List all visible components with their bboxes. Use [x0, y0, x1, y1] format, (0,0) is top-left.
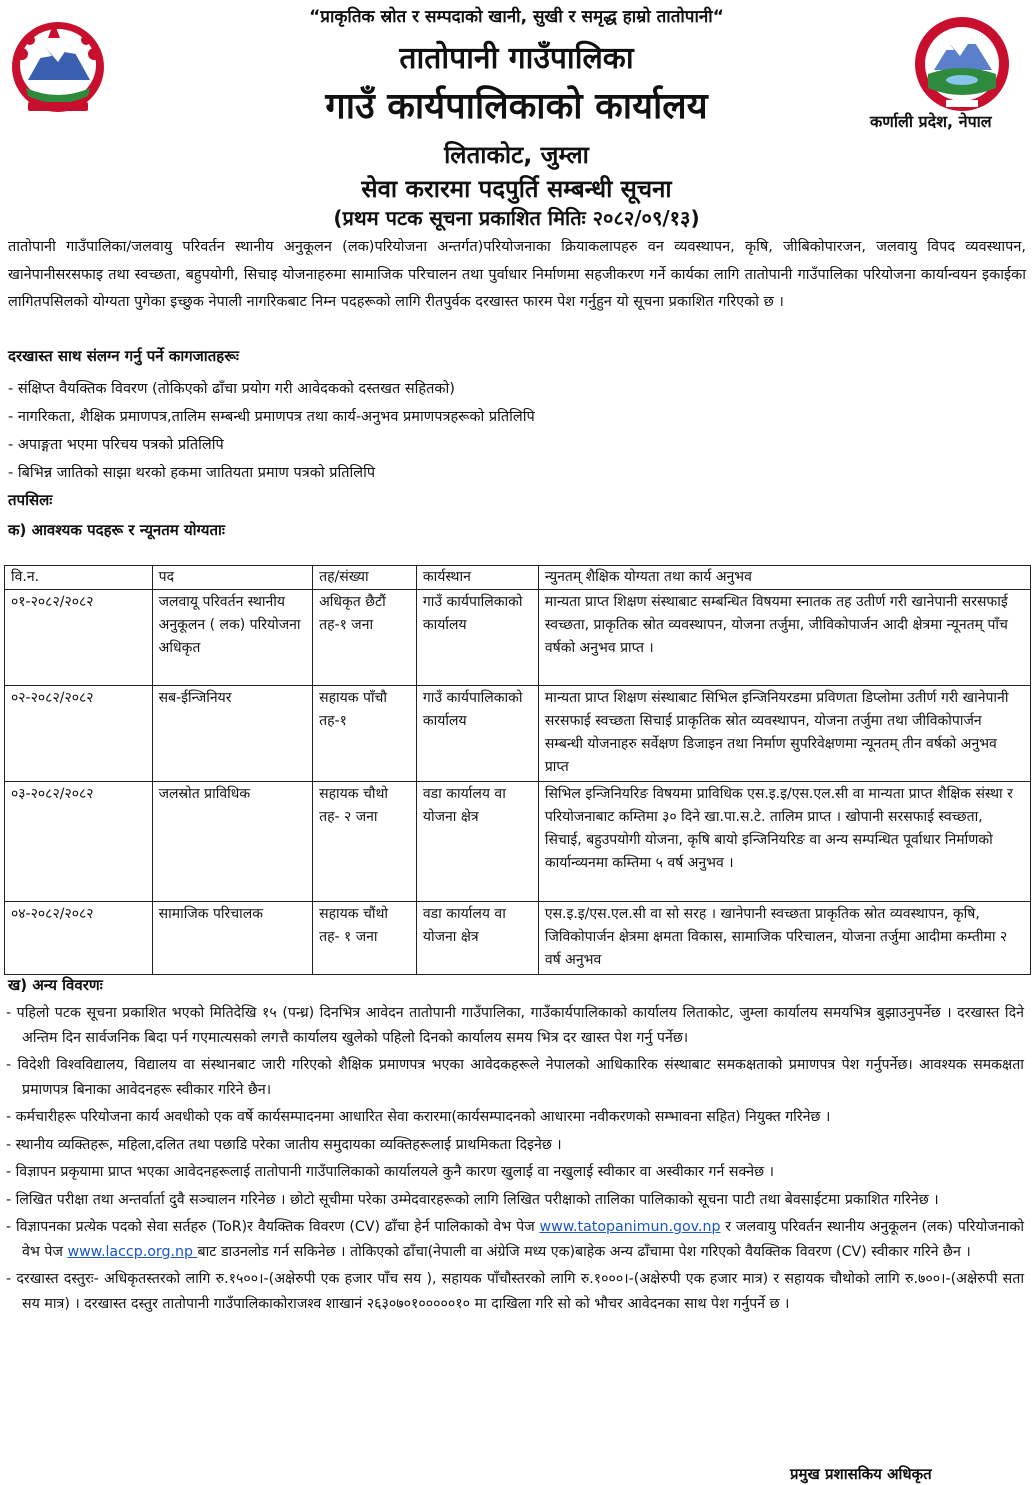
requirement-item: - नागरिकता, शैक्षिक प्रमाणपत्र,तालिम सम्बन्धी प्रमाणपत्र तथा कार्य-अनुभव प्रमाणपत्रहरूको प्रतिलिपि: [8, 409, 535, 425]
cell-qualification: सिभिल इन्जिनियरिङ विषयमा प्राविधिक एस.इ.इ/एस.एल.सी वा मान्यता प्राप्त शैक्षिक संस्था र परियोजनाबाट कम्तिमा ३० दिने खा.पा.स.टे. तालिम प्राप्त । खोपानी सरसफाई स्वच्छता, सिचाई, बहुउपयोगी योजना, कृषि बायो इन्जिनियरिङ वा अन्य सम्पन्धित पूर्वाधार निर्माणको कार्यान्व्यनमा कम्तिमा ५ वर्ष अनुभव ।: [538, 782, 1030, 902]
location: लिताकोट, जुम्ला: [444, 141, 589, 169]
requirement-item: - संक्षिप्त वैयक्तिक विवरण (तोकिएको ढाँचा प्रयोग गरी आवेदकको दस्तखत सहितको): [8, 381, 455, 397]
requirements-heading: दरखास्त साथ संलग्न गर्नु पर्ने कागजातहरूः: [8, 347, 239, 365]
notice-date: (प्रथम पटक सूचना प्रकाशित मितिः २०८२/०९/१३): [333, 206, 700, 230]
notice-title: सेवा करारमा पदपुर्ति सम्बन्धी सूचना: [361, 175, 672, 203]
cell-serial: ०१-२०८२/२०८२: [5, 590, 153, 686]
header-level: तह/संख्या: [313, 566, 417, 590]
tapasil-label: तपसिलः: [8, 491, 53, 509]
tor-detail-item: [6, 1215, 1024, 1264]
motto: “प्राकृतिक स्रोत र सम्पदाको खानी, सुखी र समृद्ध हाम्रो तातोपानी“: [309, 7, 724, 27]
cell-post: जलवायू परिवर्तन स्थानीय अनुकूलन ( लक) परियोजना अधिकृत: [152, 590, 312, 686]
header-serial: वि.न.: [5, 566, 153, 590]
municipality-name: तातोपानी गाउँपालिका: [399, 41, 634, 76]
signature-title: प्रमुख प्रशासकिय अधिकृत: [790, 1465, 932, 1483]
municipality-website-link[interactable]: www.tatopanimun.gov.np: [539, 1219, 721, 1235]
requirement-item: - बिभिन्न जातिको साझा थरको हकमा जातियता प्रमाण पत्रको प्रतिलिपि: [8, 465, 376, 481]
cell-qualification: मान्यता प्राप्त शिक्षण संस्थाबाट सम्बन्धित विषयमा स्नातक तह उतीर्ण गरी खानेपानी सरसफाई स्वच्छता, प्राकृतिक स्रोत व्यवस्थापन, योजना तर्जुमा, जीविकोपार्जन आदी क्षेत्रमा न्यूनतम् पाँच वर्षको अनुभव प्राप्त ।: [538, 590, 1030, 686]
cell-level: अधिकृत छैटौं तह-१ जना: [313, 590, 417, 686]
other-details-list: [6, 1001, 1024, 1319]
laccp-website-link[interactable]: www.laccp.org.np: [67, 1243, 198, 1260]
cell-serial: ०४-२०८२/२०८२: [5, 902, 153, 975]
office-name: गाउँ कार्यपालिकाको कार्यालय: [325, 86, 708, 127]
other-detail-item: - विज्ञापन प्रकृयामा प्राप्त भएका आवेदनहरूलाई तातोपानी गाउँपालिकाको कार्यालयले कुनै कारण खुलाई वा नखुलाई स्वीकार वा अस्वीकार गर्न सक्नेछ ।: [6, 1164, 774, 1180]
other-details-heading: ख) अन्य विवरणः: [8, 976, 103, 994]
table-row: [5, 590, 1031, 686]
requirements-list: [8, 375, 1018, 487]
cell-post: सब-ईन्जिनियर: [152, 686, 312, 782]
posts-table: [4, 565, 1031, 975]
requirement-item: - अपाङ्गता भएमा परिचय पत्रको प्रतिलिपि: [8, 437, 224, 453]
table-row: [5, 686, 1031, 782]
cell-workplace: वडा कार्यालय वा योजना क्षेत्र: [416, 902, 538, 975]
table-row: [5, 902, 1031, 975]
tor-text-part1: - विज्ञापनका प्रत्येक पदको सेवा सर्तहरु (ToR)र वैयक्तिक विवरण (CV) ढाँचा हेर्न पालिकाको वेभ पेज: [6, 1219, 540, 1235]
fee-detail-item: - दरखास्त दस्तुरः- अधिकृतस्तरको लागि रु.१५००।-(अक्षेरुपी एक हजार पाँच सय ), सहायक पाँचौस्तरको लागि रु.१०००।-(अक्षेरुपी एक हजार मात्र) र सहायक चौथोको लागि रु.७००।-(अक्षेरुपी सता सय मात्र) । दरखास्त दस्तुर तातोपानी गाउँपालिकाकोराजश्व शाखानं २६३०७०१०००००१० मा दाखिला गरि सो को भौचर आवेदनका साथ पेश गर्नुपर्ने छ ।: [6, 1271, 1024, 1312]
header-workplace: कार्यस्थान: [416, 566, 538, 590]
tor-text-part2: र जलवायु परिवर्तन स्थानीय अनुकूलन (लक) परियोजनाको वेभ पेज: [22, 1219, 1024, 1260]
other-detail-item: - विदेशी विश्वविद्यालय, विद्यालय वा संस्थानबाट जारी गरिएको शैक्षिक प्रमाणपत्र भएका आवेदकहरूले नेपालको आधिकारिक संस्थाबाट समकक्षताको प्रमाणपत्र पेश गर्नुपर्नेछ। आवश्यक समकक्षता प्रमाणपत्र बिनाका आवेदनहरू स्वीकार गरिने छैन।: [6, 1057, 1024, 1098]
table-header-row: [5, 566, 1031, 590]
cell-level: सहायक पाँचौ तह-१: [313, 686, 417, 782]
cell-qualification: मान्यता प्राप्त शिक्षण संस्थाबाट सिभिल इन्जिनियरडमा प्रविणता डिप्लोमा उतीर्ण गरी खानेपानी सरसफाई स्वच्छता सिचाई प्राकृतिक स्रोत व्यवस्थापन, योजना तर्जुमा तथा जीविकोपार्जन सम्बन्धी योजनाहरु सर्वेक्षण डिजाइन तथा निर्माण सुपरिवेक्षणमा न्यूनतम् तीन वर्षको अनुभव प्राप्त: [538, 686, 1030, 782]
posts-heading: क) आवश्यक पदहरू र न्यूनतम योग्यताः: [8, 521, 225, 539]
province-label: कर्णाली प्रदेश, नेपाल: [870, 112, 992, 131]
other-detail-item: - स्थानीय व्यक्तिहरू, महिला,दलित तथा पछाडि परेका जातीय समुदायका व्यक्तिहरूलाई प्राथमिकता दिइनेछ ।: [6, 1136, 562, 1153]
cell-qualification: एस.इ.इ/एस.एल.सी वा सो सरह । खानेपानी स्वच्छता प्राकृतिक स्रोत व्यवस्थापन, कृषि, जिविकोपार्जन क्षेत्रमा क्षमता विकास, सामाजिक परिचालन, योजना तर्जुमा आदीमा कम्तीमा २ वर्ष अनुभव: [538, 902, 1030, 975]
cell-serial: ०२-२०८२/२०८२: [5, 686, 153, 782]
cell-level: सहायक चौथो तह- २ जना: [313, 782, 417, 902]
cell-workplace: वडा कार्यालय वा योजना क्षेत्र: [416, 782, 538, 902]
other-detail-item: - पहिलो पटक सूचना प्रकाशित भएको मितिदेखि १५ (पन्ध्र) दिनभित्र आवेदन तातोपानी गाउँपालिका, गाउँकार्यपालिकाको कार्यालय लिताकोट, जुम्ला कार्यालय समयभित्र बुझाउनुपर्नेछ । दरखास्त दिने अन्तिम दिन सार्वजनिक बिदा पर्न गएमात्यसको लगत्तै कार्यालय खुलेको पहिलो दिनको कार्यालय समय भित्र दर खास्त पेश गर्नु पर्नेछ।: [6, 1005, 1024, 1046]
cell-workplace: गाउँ कार्यपालिकाको कार्यालय: [416, 686, 538, 782]
other-detail-item: - लिखित परीक्षा तथा अन्तर्वार्ता दुवै सञ्चालन गरिनेछ । छोटो सूचीमा परेका उम्मेदवारहरूको लागि लिखित परीक्षाको तालिका पालिकाको सूचना पाटी तथा बेवसाईटमा प्रकाशित गरिनेछ ।: [6, 1191, 939, 1208]
cell-post: सामाजिक परिचालक: [152, 902, 312, 975]
cell-workplace: गाउँ कार्यपालिकाको कार्यालय: [416, 590, 538, 686]
header-qualification: न्युनतम् शैक्षिक योग्यता तथा कार्य अनुभव: [538, 566, 1030, 590]
cell-serial: ०३-२०८२/२०८२: [5, 782, 153, 902]
header-post: पद: [152, 566, 312, 590]
tor-text-part3: बाट डाउनलोड गर्न सकिनेछ । तोकिएको ढाँचा(नेपाली वा अंग्रेजि मध्य एक)बाहेक अन्य ढाँचामा पेश गरिएको वैयक्तिक विवरण (CV) स्वीकार गरिने छैन ।: [197, 1243, 971, 1260]
other-detail-item: - कर्मचारीहरू परियोजना कार्य अवधीको एक वर्षे कार्यसम्पादनमा आधारित सेवा करारमा(कार्यसम्पादनको आधारमा नवीकरणको सम्भावना सहित) नियुक्त गरिनेछ ।: [6, 1109, 831, 1125]
cell-level: सहायक चौंथो तह- १ जना: [313, 902, 417, 975]
cell-post: जलस्रोत प्राविधिक: [152, 782, 312, 902]
intro-paragraph: तातोपानी गाउँपालिका/जलवायु परिवर्तन स्थानीय अनुकूलन (लक)परियोजना अन्तर्गत)परियोजनाका क्रियाकलापहरु वन व्यवस्थापन, कृषि, जीबिकोपारजन, जलवायु विपद व्यवस्थापन, खानेपानीसरसफाइ तथा स्वच्छता, बहुपयोगी, सिचाइ योजनाहरुमा सामाजिक परिचालन तथा पुर्वाधार निर्माणमा सहजीकरण गर्ने कार्यका लागि तातोपानी गाउँपालिका परियोजना कार्यान्वयन इकाईका लागितपसिलको योग्यता पुगेका इच्छुक नेपाली नागरिकबाट निम्न पदहरूको लागि रीतपुर्वक दरखास्त फारम पेश गर्नुहुन यो सूचना प्रकाशित गरिएको छ ।: [8, 239, 1026, 310]
table-row: [5, 782, 1031, 902]
